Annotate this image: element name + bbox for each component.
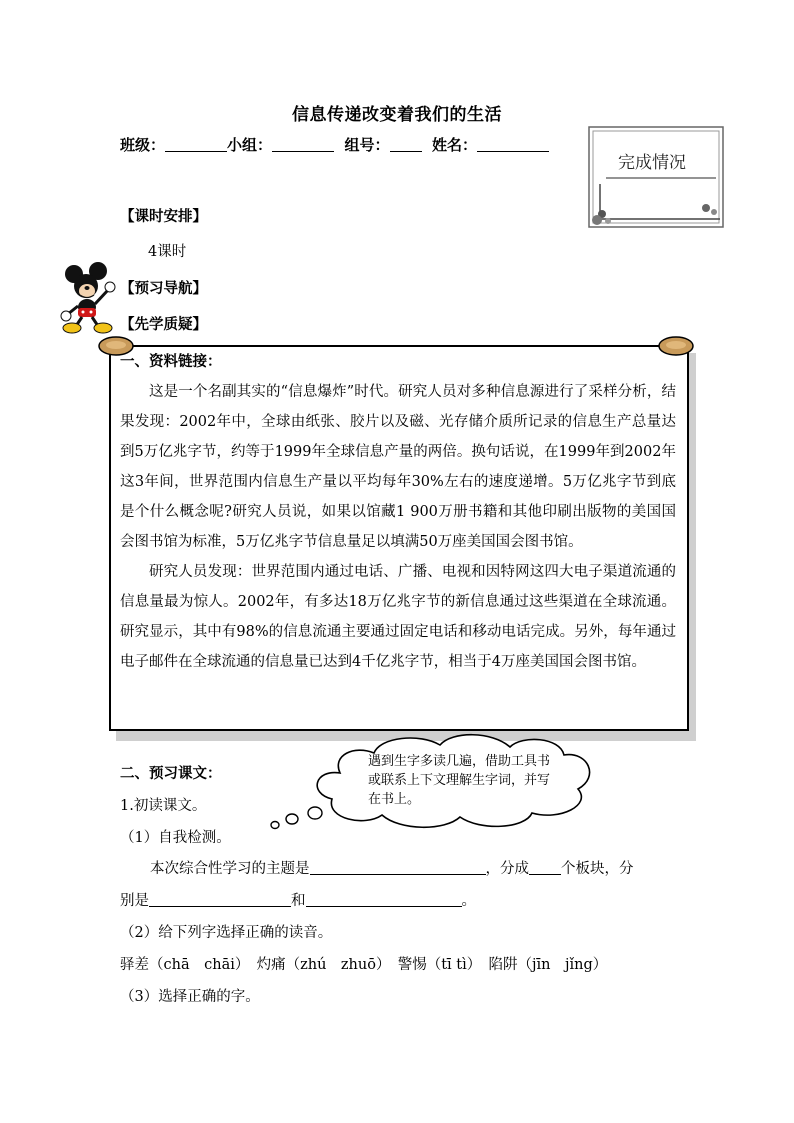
- self-check-label: （1）自我检测。: [120, 830, 231, 846]
- section-b-blank[interactable]: [306, 891, 462, 907]
- question-1-line-1: [150, 857, 634, 878]
- page-title: 信息传递改变着我们的生活: [292, 105, 502, 125]
- mickey-mascot-icon: [60, 262, 122, 334]
- q1-text: 别是: [120, 893, 149, 909]
- schedule-heading: 【课时安排】: [120, 208, 207, 225]
- section-count-blank[interactable]: [529, 859, 561, 875]
- completion-frame: [588, 126, 724, 228]
- preview-heading: 二、预习课文：: [120, 765, 222, 782]
- name-label: 姓名：: [431, 136, 477, 154]
- preview-nav-heading: 【预习导航】: [120, 280, 207, 297]
- section-a-blank[interactable]: [149, 891, 291, 907]
- pronunciation-label: （2）给下列字选择正确的读音。: [120, 925, 333, 941]
- completion-label: 完成情况: [618, 153, 686, 173]
- info-row: [120, 134, 549, 155]
- q1-text: 。: [461, 893, 476, 909]
- resource-heading: 一、资料链接：: [120, 353, 222, 370]
- cloud-tip-text: 遇到生字多读几遍，借助工具书或联系上下文理解生字词，并写在书上。: [368, 754, 551, 807]
- theme-blank[interactable]: [310, 859, 486, 875]
- q1-text: 和: [291, 893, 306, 909]
- resource-content: [120, 347, 676, 677]
- resource-paragraph: 研究人员发现：世界范围内通过电话、广播、电视和因特网这四大电子渠道流通的信息量最为惊人。2002年，有多达18万亿兆字节的新信息通过这些渠道在全球流通。研究显示，其中有98%的信息流通主要通过固定电话和移动电话完成。另外，每年通过电子邮件在全球流通的信息量已达到4千亿兆字节，相当于4万座美国国会图书馆。: [120, 564, 676, 670]
- class-field[interactable]: [165, 135, 227, 152]
- group-label: 小组：: [227, 136, 273, 154]
- resource-paragraph: 这是一个名副其实的“信息爆炸”时代。研究人员对多种信息源进行了采样分析，结果发现：2002年中，全球由纸张、胶片以及磁、光存储介质所记录的信息生产总量达到5万亿兆字节，约等于1999年全球信息产量的两倍。换句话说，在1999年到2002年这3年间，世界范围内信息生产量以平均每年30%左右的速度递增。5万亿兆字节到底是个什么概念呢?研究人员说，如果以馆藏1 900万册书籍和其他印刷出版物的美国国会图书馆为标准，5万亿兆字节信息量足以填满50万座美国国会图书馆。: [120, 384, 676, 550]
- group-field[interactable]: [272, 135, 334, 152]
- preview-item-1: 1.初读课文。: [120, 798, 207, 814]
- q1-text: 本次综合性学习的主题是: [150, 861, 310, 877]
- question-1-line-2: [120, 889, 476, 910]
- group-no-field[interactable]: [390, 135, 422, 152]
- pre-question-heading: 【先学质疑】: [120, 316, 207, 333]
- choose-char-label: （3）选择正确的字。: [120, 989, 260, 1005]
- group-no-label: 组号：: [344, 136, 390, 154]
- pinyin-choices: 驿差（chā chāi） 灼痛（zhú zhuō） 警惕（tī tì） 陷阱（jīn jǐng）: [120, 957, 608, 973]
- q1-text: ，分成: [485, 861, 529, 877]
- q1-text: 个板块，分: [561, 861, 634, 877]
- class-label: 班级：: [120, 136, 166, 154]
- schedule-value: 4课时: [148, 244, 187, 260]
- name-field[interactable]: [477, 135, 549, 152]
